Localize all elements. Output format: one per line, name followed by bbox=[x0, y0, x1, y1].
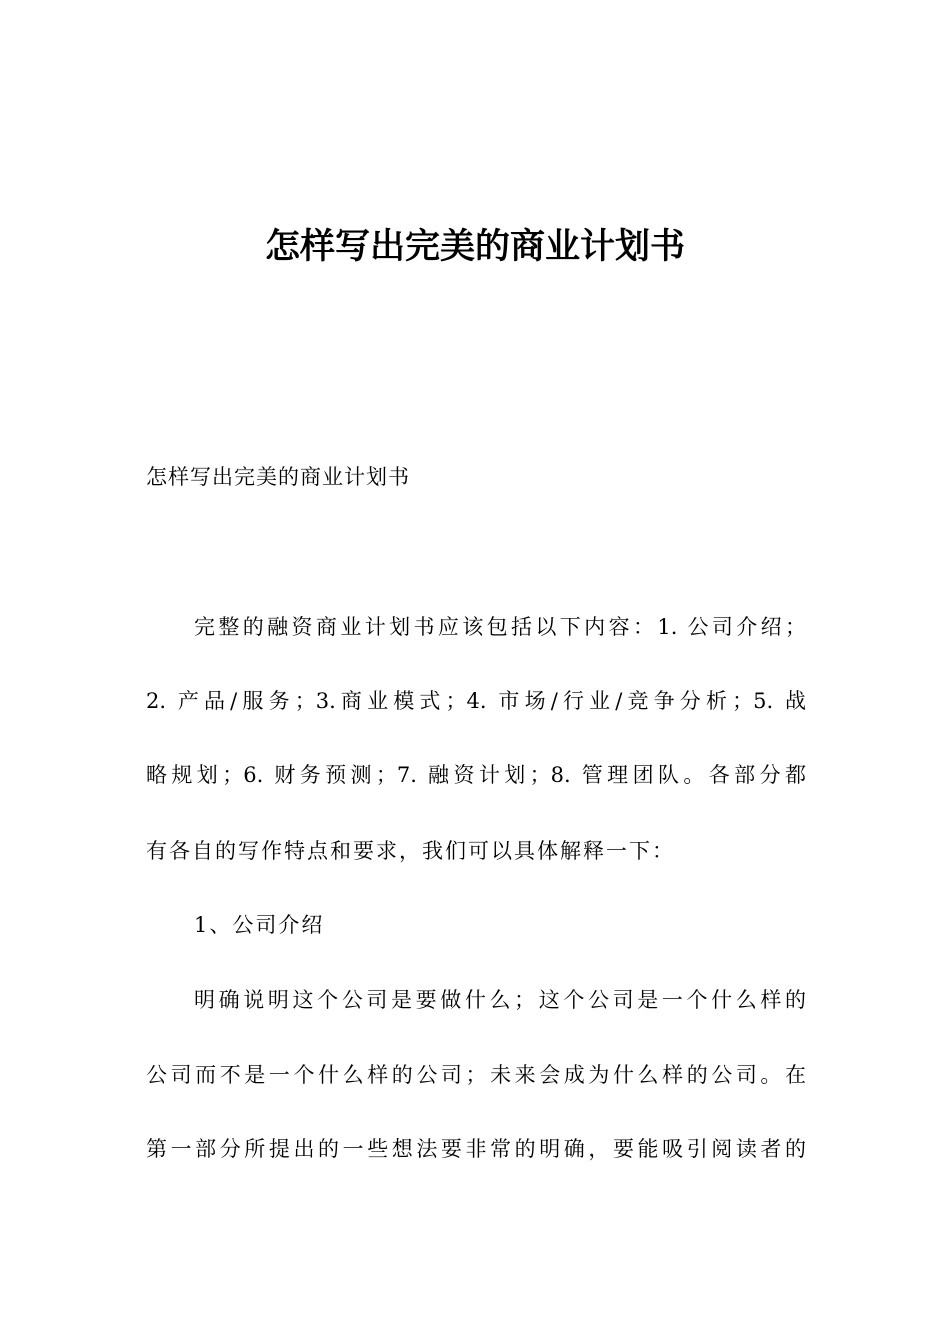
section-heading: 1、公司介绍 bbox=[194, 913, 325, 937]
paragraph-line: 完整的融资商业计划书应该包括以下内容：1. 公司介绍； bbox=[194, 615, 806, 639]
paragraph-line: 明确说明这个公司是要做什么；这个公司是一个什么样的 bbox=[194, 988, 806, 1012]
document-subtitle: 怎样写出完美的商业计划书 bbox=[146, 465, 410, 489]
paragraph-line: 公司而不是一个什么样的公司；未来会成为什么样的公司。在 bbox=[146, 1063, 806, 1087]
document-title: 怎样写出完美的商业计划书 bbox=[264, 227, 685, 267]
paragraph-line: 2. 产品/服务；3.商业模式；4. 市场/行业/竞争分析；5. 战 bbox=[146, 689, 806, 713]
paragraph-line: 有各自的写作特点和要求，我们可以具体解释一下： bbox=[146, 839, 675, 863]
paragraph-line: 第一部分所提出的一些想法要非常的明确，要能吸引阅读者的 bbox=[146, 1137, 806, 1161]
paragraph-line: 略规划；6. 财务预测；7. 融资计划；8. 管理团队。各部分都 bbox=[146, 763, 806, 787]
